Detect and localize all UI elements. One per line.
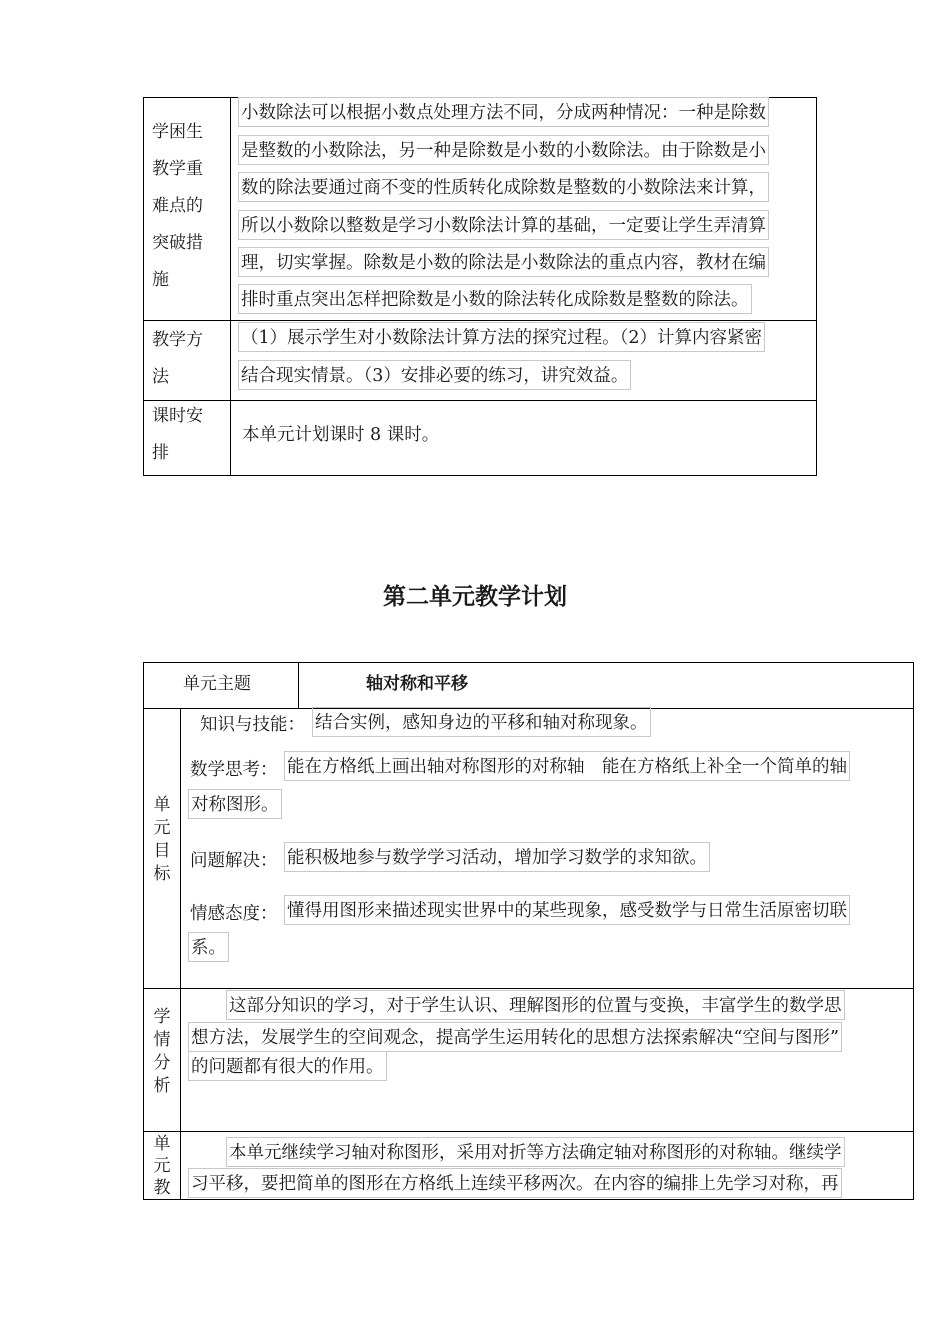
section-title: 第二单元教学计划 — [383, 584, 567, 610]
theme-label: 单元主题 — [183, 674, 251, 694]
difficulty-line-3: 数的除法要通过商不变的性质转化成除数是整数的小数除法来计算， — [238, 172, 769, 202]
content-line-2: 习平移，要把简单的图形在方格纸上连续平移两次。在内容的编排上先学习对称，再 — [188, 1168, 842, 1198]
analysis-label-char: 学 — [153, 1007, 171, 1027]
content-label-char: 元 — [153, 1156, 171, 1176]
problem-prefix: 问题解决： — [190, 851, 278, 871]
math-line-2: 对称图形。 — [188, 789, 282, 819]
math-line-1: 能在方格纸上画出轴对称图形的对称轴 能在方格纸上补全一个简单的轴 — [284, 751, 850, 781]
difficulty-line-2: 是整数的小数除法，另一种是除数是小数的小数除法。由于除数是小 — [238, 135, 769, 165]
analysis-label-char: 析 — [153, 1076, 171, 1096]
goals-label-char: 标 — [153, 864, 171, 884]
emotion-line-1: 懂得用图形来描述现实世界中的某些现象，感受数学与日常生活原密切联 — [284, 895, 850, 925]
theme-value: 轴对称和平移 — [366, 674, 468, 694]
goals-label-char: 目 — [153, 841, 171, 861]
math-prefix: 数学思考： — [190, 760, 278, 780]
goals-label-char: 元 — [153, 818, 171, 838]
difficulty-line-5: 理，切实掌握。除数是小数的除法是小数除法的重点内容，教材在编 — [238, 247, 769, 277]
plan-table-unit2 — [143, 662, 914, 1200]
row-label-difficulty: 学困生 教学重 难点的 突破措 施 — [152, 122, 203, 290]
analysis-label-char: 分 — [153, 1053, 171, 1073]
analysis-line-2: 想方法，发展学生的空间观念，提高学生运用转化的思想方法探索解决“空间与图形” — [188, 1022, 842, 1052]
knowledge-prefix: 知识与技能： — [200, 715, 305, 735]
method-line-2: 结合现实情景。（3）安排必要的练习，讲究效益。 — [238, 360, 631, 390]
content-label-char: 教 — [153, 1178, 171, 1198]
row-label-hours: 课时安 排 — [152, 406, 203, 463]
knowledge-text: 结合实例，感知身边的平移和轴对称现象。 — [312, 707, 651, 737]
difficulty-line-6: 排时重点突出怎样把除数是小数的除法转化成除数是整数的除法。 — [238, 284, 752, 314]
content-line-1: 本单元继续学习轴对称图形，采用对折等方法确定轴对称图形的对称轴。继续学 — [226, 1137, 845, 1167]
analysis-label-char: 情 — [153, 1030, 171, 1050]
emotion-prefix: 情感态度： — [190, 904, 278, 924]
emotion-line-2: 系。 — [188, 932, 229, 962]
analysis-line-1: 这部分知识的学习，对于学生认识、理解图形的位置与变换，丰富学生的数学思 — [226, 990, 845, 1020]
hours-text: 本单元计划课时 8 课时。 — [242, 425, 440, 445]
difficulty-line-4: 所以小数除以整数是学习小数除法计算的基础，一定要让学生弄清算 — [238, 210, 769, 240]
content-label-char: 单 — [153, 1134, 171, 1154]
method-line-1: （1）展示学生对小数除法计算方法的探究过程。（2）计算内容紧密 — [238, 322, 765, 352]
row-label-method: 教学方 法 — [152, 330, 203, 387]
goals-label-char: 单 — [153, 795, 171, 815]
problem-text: 能积极地参与数学学习活动，增加学习数学的求知欲。 — [284, 842, 710, 872]
difficulty-line-1: 小数除法可以根据小数点处理方法不同，分成两种情况：一种是除数 — [238, 97, 769, 127]
analysis-line-3: 的问题都有很大的作用。 — [188, 1051, 387, 1081]
